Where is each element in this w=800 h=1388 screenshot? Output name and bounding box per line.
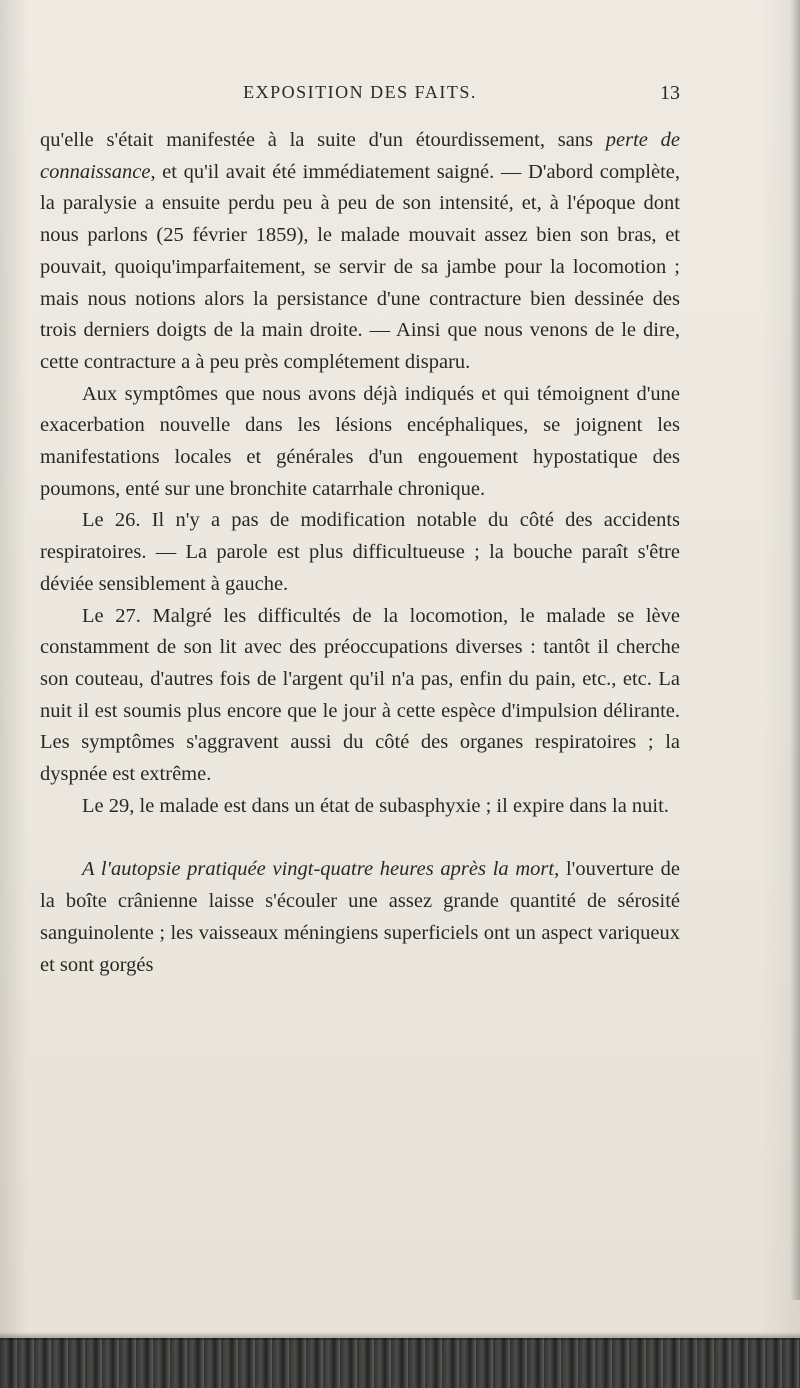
paragraph-autopsy bbox=[40, 854, 680, 981]
text-run: l'ouverture de la boîte crânienne laisse s'écouler une assez grande quantité de sérosité sanguinolente ; les vaisseaux méningiens superficiels ont un aspect variqueux et sont gorgés bbox=[40, 858, 680, 976]
page-number: 13 bbox=[660, 82, 680, 104]
page-edge-shadow bbox=[790, 0, 800, 1300]
running-head bbox=[40, 82, 680, 112]
text-run: , et qu'il avait été immédiatement saigné. — D'abord complète, la paralysie a ensuite perdu peu à peu de son intensité, et, à l'époque dont nous parlons (25 février 1859), le malade mouvait assez bien son bras, et pouvait, quoiqu'imparfaitement, se servir de sa jambe pour la locomotion ; mais nous notions alors la persistance d'une contracture bien dessinée des trois derniers doigts de la main droite. — Ainsi que nous venons de le dire, cette contracture a à peu près complétement disparu. bbox=[40, 160, 680, 373]
running-title: EXPOSITION DES FAITS. bbox=[243, 82, 477, 102]
paragraph-symptoms: Aux symptômes que nous avons déjà indiqués et qui témoignent d'une exacerbation nouvelle dans les lésions encéphaliques, se joignent les manifestations locales et générales d'un engouement hypostatique des poumons, enté sur une bronchite catarrhale chronique. bbox=[40, 382, 680, 500]
body-text bbox=[40, 125, 680, 981]
italic-phrase: A l'autopsie pratiquée vingt-quatre heures après la mort, bbox=[82, 858, 560, 881]
text-run: qu'elle s'était manifestée à la suite d'un étourdissement, sans bbox=[40, 129, 606, 151]
italic-phrase: perte de connaissance bbox=[40, 129, 680, 183]
paragraph-day-27: Le 27. Malgré les difficultés de la locomotion, le malade se lève constamment de son lit avec des préoccupations diverses : tantôt il cherche son couteau, d'autres fois de l'argent qu'il n'a pas, enfin du pain, etc., etc. La nuit il est soumis plus encore que le jour à cette espèce d'impulsion délirante. Les symptômes s'aggravent aussi du côté des organes respiratoires ; la dyspnée est extrême. bbox=[40, 604, 680, 786]
paragraph-day-29: Le 29, le malade est dans un état de subasphyxie ; il expire dans la nuit. bbox=[82, 794, 669, 817]
paragraph-continuation bbox=[40, 125, 680, 379]
paragraph-day-26: Le 26. Il n'y a pas de modification notable du côté des accidents respiratoires. — La parole est plus difficultueuse ; la bouche paraît s'être déviée sensiblement à gauche. bbox=[40, 509, 680, 595]
scan-bottom-edge bbox=[0, 1338, 800, 1388]
